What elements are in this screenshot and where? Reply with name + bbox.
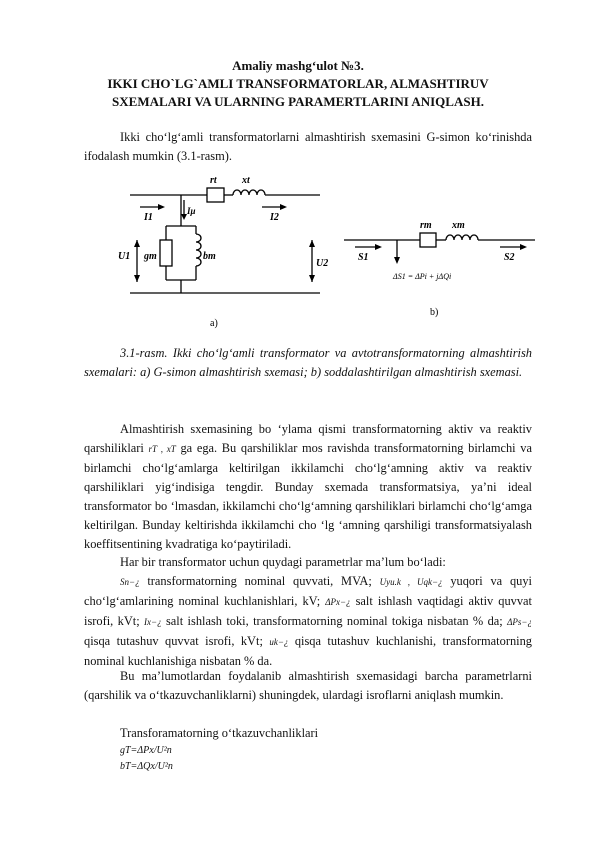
gm-resistor xyxy=(160,240,172,266)
paragraph-1-text-a: Almashtirish sxemasining bo ‘ylama qismi transformatorning aktiv va reaktiv qarshiliklari xyxy=(84,422,532,455)
xm-label: xm xyxy=(452,220,465,231)
bm-inductor xyxy=(196,234,201,266)
formula-bt: bT=ΔQx/U²n xyxy=(120,761,173,772)
rt-label: rt xyxy=(210,175,217,186)
xt-inductor xyxy=(233,190,265,195)
xt-label: xt xyxy=(242,175,250,186)
uk-formula: uk−¿ xyxy=(269,637,289,647)
imu-label: Iμ xyxy=(187,206,196,216)
paragraph-3-text-e: qisqa tutashuv quvvat isrofi, kVt; xyxy=(84,634,270,648)
rm-resistor xyxy=(420,233,436,247)
formula-gt: gT=ΔPx/U²n xyxy=(120,745,172,756)
u2-label: U2 xyxy=(316,258,329,269)
u1-label: U1 xyxy=(118,251,131,262)
gm-label: gm xyxy=(144,251,157,262)
rt-xt-formula: rT , xT xyxy=(148,444,176,454)
title-line-3: SXEMALARI VA ULARNING PARAMERTLARINI ANIQLASH. xyxy=(112,94,484,109)
delta-ps-formula: ΔPs−¿ xyxy=(507,617,532,627)
figure-caption: 3.1-rasm. Ikki cho‘lg‘amli transformator va avtotransformatorning almashtirish sxemalari: a) G-simon almashtirish sxemasi; b) soddalashtirilgan almashtirish sxemasi. xyxy=(84,346,532,379)
intro-paragraph: Ikki cho‘lg‘amli transformatorlarni almashtirish sxemasini G-simon ko‘rinishda ifodalash mumkin (3.1-rasm). xyxy=(84,130,532,163)
paragraph-1 xyxy=(84,420,532,554)
bm-label: bm xyxy=(203,251,216,262)
i1-label: I1 xyxy=(144,212,153,223)
paragraph-3-text-b: yuqori va quyi cho‘lg‘amlarining nominal kuchlanishlari, kV; xyxy=(84,574,532,608)
rt-resistor xyxy=(207,188,224,202)
paragraph-3-text-d: salt ishlash toki, transformatorning nominal tokiga nisbatan % da; xyxy=(161,614,508,628)
paragraph-3-text-c: salt ishlash vaqtidagi aktiv quvvat isrofi, kVt; xyxy=(84,594,532,628)
paragraph-3-text-a: transformatorning nominal quvvati, MVA; xyxy=(139,574,380,588)
ix-formula: Ix−¿ xyxy=(144,617,162,627)
paragraph-1-text-b: ga ega. Bu qarshiliklar mos ravishda transformatorning birlamchi va birlamchi cho‘lg‘amlarga keltirilgan ikkilamchi cho‘lg‘amning aktiv va reaktiv qarshiliklari yig‘indisiga tengdir. Bunday sxemada transformatsiya, ya’ni ideal transformator bo ‘lmasdan, ikkilamchi cho‘lg‘amning qarshiliklari birlamchi cho‘lg‘amga keltirilgan. Bunday keltirishda ikkilamchi cho ‘lg ‘amning qarshiligi transformatsiyalash koeffitsentining kvadratiga ko‘paytiriladi. xyxy=(84,441,532,551)
s1-label: S1 xyxy=(358,252,369,263)
figure-b-label: b) xyxy=(430,307,439,318)
paragraph-2: Har bir transformator uchun quydagi parametrlar ma’lum bo‘ladi: xyxy=(120,555,446,569)
s2-label: S2 xyxy=(504,252,515,263)
rm-label: rm xyxy=(420,220,432,231)
title-line-1: Amaliy mashg‘ulot №3. xyxy=(232,58,364,73)
sn-formula: Sn−¿ xyxy=(120,577,140,587)
figure-a-label: a) xyxy=(210,318,218,329)
u-nominal-formula: Uyu.k , Uqk−¿ xyxy=(379,577,443,587)
paragraph-5: Transforamatorning o‘tkazuvchanliklari xyxy=(120,726,319,740)
i2-label: I2 xyxy=(270,212,279,223)
delta-s-label: ΔS1 = ΔPi + jΔQi xyxy=(393,272,452,281)
paragraph-3-text-g: qisqa tutashuv kuchlanishi, transformatorning nominal kuchlanishiga nisbatan % da. xyxy=(84,634,532,668)
delta-px-formula: ΔPx−¿ xyxy=(325,597,351,607)
xm-inductor xyxy=(446,235,478,240)
title-line-2: IKKI CHO`LG`AMLI TRANSFORMATORLAR, ALMASHTIRUV xyxy=(107,76,489,91)
figure-3-1 xyxy=(0,162,596,332)
paragraph-4: Bu ma’lumotlardan foydalanib almashtirish sxemasidagi barcha parametrlarni (qarshilik va o‘tkazuvchanliklarni) shuningdek, ulardagi isroflarni aniqlash mumkin. xyxy=(84,669,532,702)
paragraph-3 xyxy=(84,572,532,671)
